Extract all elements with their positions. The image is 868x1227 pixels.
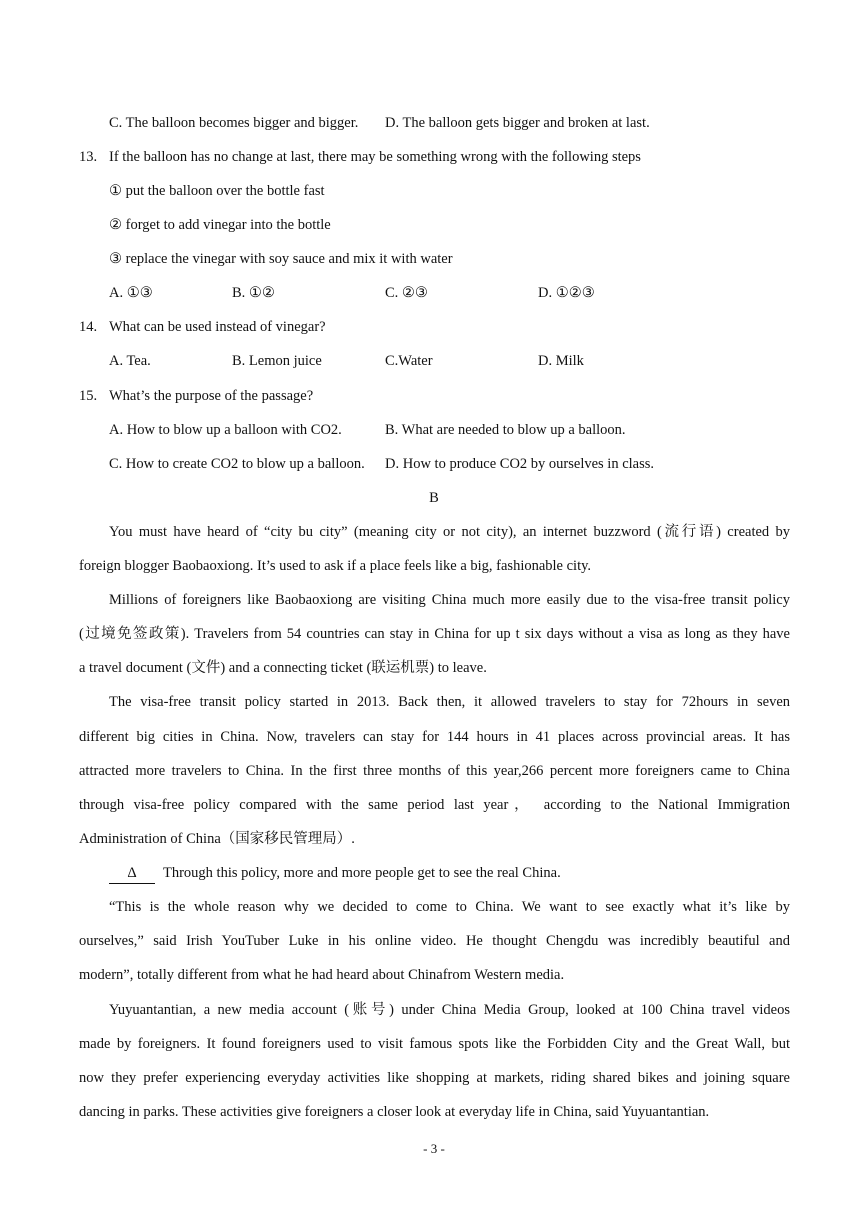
p3-line-2: different big cities in China. Now, travelers can stay for 144 hours in 41 places across provincial areas. It has bbox=[79, 729, 790, 745]
q13-option-c: C. ②③ bbox=[385, 285, 428, 301]
p5-line-2: ourselves,” said Irish YouTuber Luke in his online video. He thought Chengdu was incredibly beautiful and bbox=[79, 933, 790, 949]
q13-option-b: B. ①② bbox=[232, 285, 275, 301]
p3-line-1: The visa-free transit policy started in 2013. Back then, it allowed travelers to stay for 72hours in seven bbox=[109, 694, 790, 710]
p2-line-2: (过境免签政策). Travelers from 54 countries can stay in China for up t six days without a visa as long as they have bbox=[79, 626, 790, 642]
page-number: - 3 - bbox=[423, 1141, 445, 1156]
p6-line-4: dancing in parks. These activities give foreigners a closer look at everyday life in China, said Yuyuantantian. bbox=[79, 1104, 710, 1120]
p2-line-1: Millions of foreigners like Baobaoxiong are visiting China much more easily due to the visa-free transit policy bbox=[109, 592, 790, 608]
q15-option-a: A. How to blow up a balloon with CO2. bbox=[109, 422, 342, 438]
p4-line bbox=[109, 863, 561, 884]
q15-option-b: B. What are needed to blow up a balloon. bbox=[385, 422, 626, 438]
p3-line-4: through visa-free policy compared with the same period last year， according to the National Immigration bbox=[79, 797, 790, 813]
p2-line-3: a travel document (文件) and a connecting ticket (联运机票) to leave. bbox=[79, 660, 487, 676]
p5-line-1: “This is the whole reason why we decided to come to China. We want to see exactly what it’s like by bbox=[109, 899, 790, 915]
q14-stem: What can be used instead of vinegar? bbox=[109, 319, 326, 335]
p4-text: Through this policy, more and more people get to see the real China. bbox=[163, 865, 561, 881]
q12-option-d: D. The balloon gets bigger and broken at last. bbox=[385, 115, 650, 131]
q13-stem: If the balloon has no change at last, there may be something wrong with the following steps bbox=[109, 149, 641, 165]
section-b-heading: B bbox=[429, 490, 439, 506]
q14-option-a: A. Tea. bbox=[109, 353, 151, 369]
q14-option-b: B. Lemon juice bbox=[232, 353, 322, 369]
q13-step-2: ② forget to add vinegar into the bottle bbox=[109, 217, 331, 233]
p6-line-3: now they prefer experiencing everyday activities like shopping at markets, riding shared bikes and joining square bbox=[79, 1070, 790, 1086]
q15-number: 15. bbox=[79, 388, 98, 404]
q13-step-3: ③ replace the vinegar with soy sauce and mix it with water bbox=[109, 251, 453, 267]
p6-line-1: Yuyuantantian, a new media account (账号) under China Media Group, looked at 100 China travel videos bbox=[109, 1002, 790, 1018]
p1-line-1: You must have heard of “city bu city” (meaning city or not city), an internet buzzword (流行语) created by bbox=[109, 524, 790, 540]
q12-option-c: C. The balloon becomes bigger and bigger. bbox=[109, 115, 359, 131]
q15-stem: What’s the purpose of the passage? bbox=[109, 388, 314, 404]
answer-blank[interactable]: Δ bbox=[109, 863, 155, 884]
q13-option-a: A. ①③ bbox=[109, 285, 153, 301]
q13-number: 13. bbox=[79, 149, 98, 165]
p6-line-2: made by foreigners. It found foreigners used to visit famous spots like the Forbidden City and the Great Wall, but bbox=[79, 1036, 790, 1052]
q13-step-1: ① put the balloon over the bottle fast bbox=[109, 183, 325, 199]
p3-line-5: Administration of China（国家移民管理局）. bbox=[79, 831, 355, 847]
q14-option-c: C.Water bbox=[385, 353, 433, 369]
p3-line-3: attracted more travelers to China. In the first three months of this year,266 percent more foreigners came to China bbox=[79, 763, 790, 779]
q15-option-d: D. How to produce CO2 by ourselves in class. bbox=[385, 456, 655, 472]
q15-option-c: C. How to create CO2 to blow up a balloon. bbox=[109, 456, 365, 472]
q13-option-d: D. ①②③ bbox=[538, 285, 595, 301]
q14-number: 14. bbox=[79, 319, 98, 335]
p1-line-2: foreign blogger Baobaoxiong. It’s used to ask if a place feels like a big, fashionable city. bbox=[79, 558, 592, 574]
p5-line-3: modern”, totally different from what he had heard about Chinafrom Western media. bbox=[79, 967, 565, 983]
q14-option-d: D. Milk bbox=[538, 353, 584, 369]
